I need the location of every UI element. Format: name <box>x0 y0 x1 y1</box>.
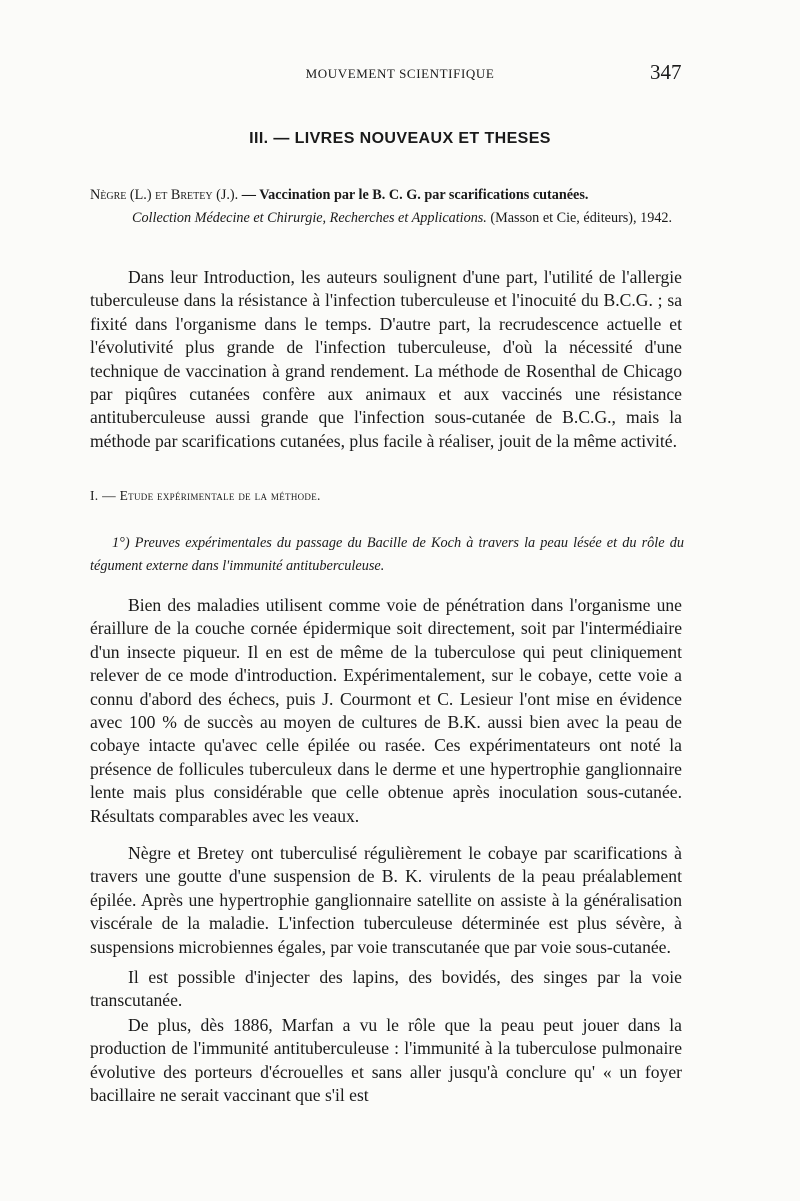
intro-paragraph: Dans leur Introduction, les auteurs soulignent d'une part, l'utilité de l'allergie tuberculeuse dans la résistance à l'infection tuberculeuse et l'inocuité du B.C.G. ; sa fixité dans l'organisme dans le temps. D'autre part, la recrudescence actuelle et l'évolutivité plus grande de l'infection tuberculeuse, d'où la nécessité d'une technique de vaccination à grand rendement. La méthode de Rosenthal de Chicago par piqûres cutanées confère aux animaux et aux vaccinés une résistance antituberculeuse aussi grande que l'infection sous-cutanée de B.C.G., mais la méthode par scarifications cutanées, plus facile à réaliser, jouit de la même activité. <box>90 267 682 451</box>
running-header: MOUVEMENT SCIENTIFIQUE <box>305 66 495 81</box>
body-paragraph-1: Bien des maladies utilisent comme voie de pénétration dans l'organisme une éraillure de la couche cornée épidermique soit directement, soit par l'intermédiaire d'un insecte piqueur. Il en est de même de la tuberculose qui peut cliniquement relever de ce mode d'introduction. Expérimentalement, sur le cobaye, cette voie a connu d'abord des échecs, puis J. Courmont et C. Lesieur l'ont mise en évidence avec 100 % de succès au moyen de cultures de B.K. aussi bien avec la peau de cobaye intacte qu'avec celle épilée ou rasée. Ces expérimentateurs ont noté la présence de follicules tuberculeux dans le derme et une hypertrophie ganglionnaire lente mais plus considérable que celle obtenue après inoculation sous-cutanée. Résultats comparables avec les veaux. <box>90 595 682 826</box>
page-number: 347 <box>650 60 682 84</box>
subheading: I. — Etude expérimentale de la méthode. <box>90 488 321 503</box>
citation-publisher: (Masson et Cie, éditeurs), 1942. <box>490 210 673 226</box>
section-heading: III. — LIVRES NOUVEAUX ET THESES <box>249 130 551 147</box>
citation-authors: Nègre (L.) et Bretey (J.). <box>90 187 239 203</box>
citation-title: — Vaccination par le B. C. G. par scarifications cutanées. <box>241 187 589 203</box>
body-paragraph-2: Nègre et Bretey ont tuberculisé régulièrement le cobaye par scarifications à travers une goutte d'une suspension de B. K. virulents de la peau préalablement épilée. Après une hypertrophie ganglionnaire satellite on assiste à la généralisation viscérale de la maladie. L'infection tuberculeuse déterminée est plus sévère, à suspensions microbiennes égales, par voie transcutanée que par voie sous-cutanée. <box>90 843 682 957</box>
body-paragraph-4: De plus, dès 1886, Marfan a vu le rôle que la peau peut jouer dans la production de l'immunité antituberculeuse : l'immunité à la tuberculose pulmonaire évolutive des porteurs d'écrouelles et sans aller jusqu'à conclure qu' « un foyer bacillaire ne serait vaccinant que s'il est <box>90 1015 682 1106</box>
citation-collection: Collection Médecine et Chirurgie, Recherches et Applications. <box>132 210 487 226</box>
body-paragraph-3: Il est possible d'injecter des lapins, des bovidés, des singes par la voie transcutanée. <box>90 967 682 1011</box>
book-citation <box>90 184 690 230</box>
subsection-title: 1°) Preuves expérimentales du passage du Bacille de Koch à travers la peau lésée et du rôle du tégument externe dans l'immunité antituberculeuse. <box>90 535 684 574</box>
